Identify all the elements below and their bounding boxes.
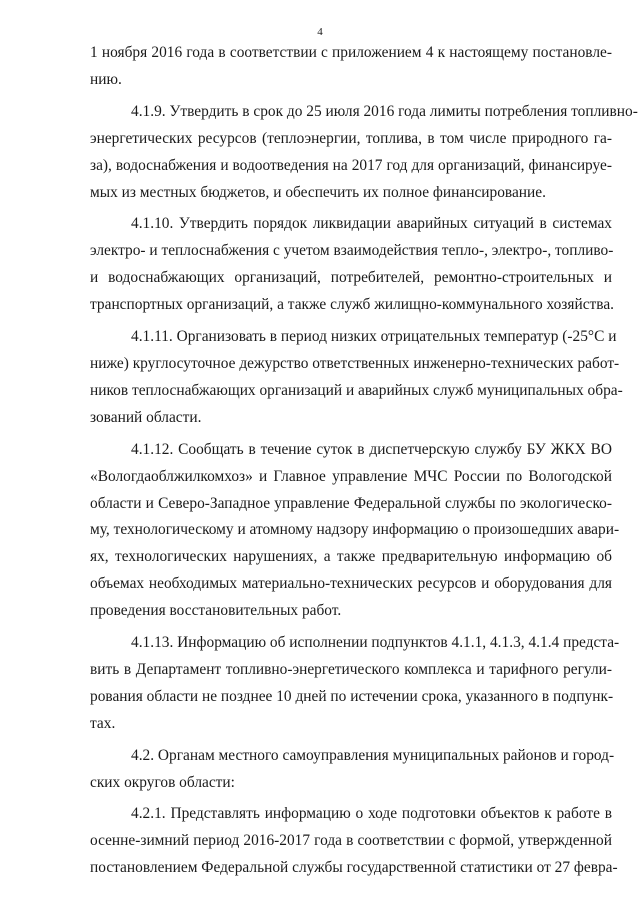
paragraph xyxy=(90,801,618,882)
paragraph xyxy=(90,437,620,625)
text-line: ях, технологических нарушениях, а также предварительную информацию об xyxy=(90,548,612,566)
text-line: постановлением Федеральной службы государственной статистики от 27 февра- xyxy=(90,859,618,877)
page-number: 4 xyxy=(317,26,323,38)
text-line: и водоснабжающих организаций, потребителей, ремонтно-строительных и xyxy=(90,269,612,287)
text-line: вить в Департамент топливно-энергетического комплекса и тарифного регули- xyxy=(90,660,612,678)
text-line: 4.1.9. Утвердить в срок до 25 июля 2016 года лимиты потребления топливно- xyxy=(131,102,638,120)
text-line: ников теплоснабжающих организаций и аварийных служб муниципальных обра- xyxy=(90,381,623,399)
text-line: 4.1.12. Сообщать в течение суток в диспетчерскую службу БУ ЖКХ ВО xyxy=(131,440,612,458)
text-line: энергетических ресурсов (теплоэнергии, топлива, в том числе природного га- xyxy=(90,129,612,147)
text-line: «Вологдаоблжилкомхоз» и Главное управление МЧС России по Вологодской xyxy=(90,467,612,485)
text-line: му, технологическому и атомному надзору информацию о произошедших авари- xyxy=(90,521,620,539)
text-line: тах. xyxy=(90,714,116,732)
text-line: 4.1.11. Организовать в период низких отрицательных температур (-25°С и xyxy=(131,328,617,346)
text-line: 4.1.10. Утвердить порядок ликвидации аварийных ситуаций в системах xyxy=(131,215,612,233)
text-line: 4.2. Органам местного самоуправления муниципальных районов и город- xyxy=(131,746,615,764)
text-line: рования области не позднее 10 дней по истечении срока, указанного в подпунк- xyxy=(90,687,614,705)
text-line: за), водоснабжения и водоотведения на 2017 год для организаций, финансируе- xyxy=(90,156,612,174)
text-line: ских округов области: xyxy=(90,773,235,791)
paragraph xyxy=(90,211,612,319)
text-line: ниже) круглосуточное дежурство ответственных инженерно-технических работ- xyxy=(90,354,620,372)
text-line: проведения восстановительных работ. xyxy=(90,602,342,620)
text-line: 4.2.1. Представлять информацию о ходе подготовки объектов к работе в xyxy=(131,805,612,823)
paragraph xyxy=(90,99,638,207)
text-line: 1 ноября 2016 года в соответствии с приложением 4 к настоящему постановле- xyxy=(90,44,612,61)
text-line: нию. xyxy=(90,70,122,88)
text-line: осенне-зимний период 2016-2017 года в соответствии с формой, утвержденной xyxy=(90,832,612,850)
paragraph xyxy=(90,630,620,738)
paragraph xyxy=(90,40,612,94)
text-line: области и Северо-Западное управление Федеральной службы по экологическо- xyxy=(90,494,612,512)
text-line: зований области. xyxy=(90,408,202,426)
text-line: электро- и теплоснабжения с учетом взаимодействия тепло-, электро-, топливо- xyxy=(90,242,614,260)
paragraph xyxy=(90,743,615,797)
text-line: объемах необходимых материально-технических ресурсов и оборудования для xyxy=(90,575,612,593)
document-body xyxy=(90,40,638,887)
text-line: 4.1.13. Информацию об исполнении подпунктов 4.1.1, 4.1.3, 4.1.4 предста- xyxy=(131,634,620,652)
text-line: транспортных организаций, а также служб жилищно-коммунального хозяйства. xyxy=(90,296,614,314)
text-line: мых из местных бюджетов, и обеспечить их полное финансирование. xyxy=(90,183,546,201)
paragraph xyxy=(90,324,623,432)
